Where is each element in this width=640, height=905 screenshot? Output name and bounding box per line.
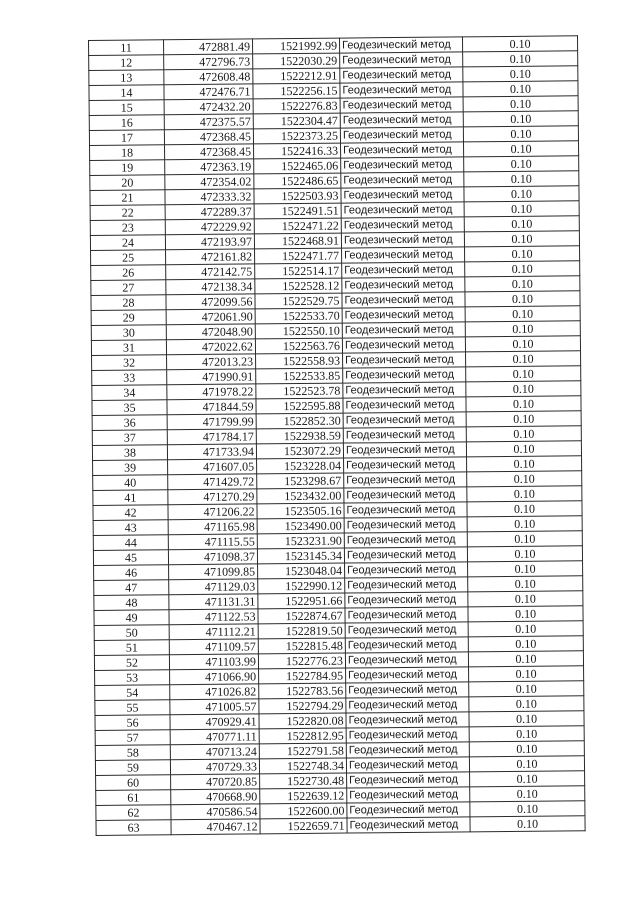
y-coordinate-cell: 1522533.85 — [256, 368, 343, 384]
accuracy-cell: 0.10 — [466, 426, 581, 442]
accuracy-cell: 0.10 — [467, 471, 582, 487]
method-cell: Геодезический метод — [340, 82, 463, 98]
x-coordinate-cell: 472796.73 — [164, 54, 253, 70]
point-number-cell: 49 — [94, 610, 169, 626]
method-cell: Геодезический метод — [340, 67, 463, 83]
y-coordinate-cell: 1523505.16 — [257, 503, 344, 519]
x-coordinate-cell: 471270.29 — [168, 489, 257, 505]
method-cell: Геодезический метод — [346, 667, 469, 683]
point-number-cell: 33 — [92, 370, 167, 386]
accuracy-cell: 0.10 — [467, 486, 582, 502]
x-coordinate-cell: 472048.90 — [166, 324, 255, 340]
x-coordinate-cell: 471129.03 — [169, 579, 258, 595]
point-number-cell: 23 — [90, 220, 165, 236]
point-number-cell: 63 — [96, 820, 171, 836]
point-number-cell: 14 — [89, 85, 164, 101]
x-coordinate-cell: 472476.71 — [164, 84, 253, 100]
y-coordinate-cell: 1522938.59 — [256, 428, 343, 444]
method-cell: Геодезический метод — [342, 247, 465, 263]
accuracy-cell: 0.10 — [466, 396, 581, 412]
coordinates-table — [88, 35, 586, 836]
point-number-cell: 18 — [90, 145, 165, 161]
accuracy-cell: 0.10 — [465, 291, 580, 307]
method-cell: Геодезический метод — [346, 757, 469, 773]
x-coordinate-cell: 472608.48 — [164, 69, 253, 85]
y-coordinate-cell: 1522874.67 — [258, 608, 345, 624]
method-cell: Геодезический метод — [347, 787, 470, 803]
point-number-cell: 55 — [95, 700, 170, 716]
method-cell: Геодезический метод — [343, 412, 466, 428]
method-cell: Геодезический метод — [347, 802, 470, 818]
y-coordinate-cell: 1523298.67 — [257, 473, 344, 489]
point-number-cell: 54 — [95, 685, 170, 701]
point-number-cell: 15 — [89, 100, 164, 116]
y-coordinate-cell: 1522465.06 — [254, 158, 341, 174]
y-coordinate-cell: 1523228.04 — [257, 458, 344, 474]
method-cell: Геодезический метод — [345, 562, 468, 578]
method-cell: Геодезический метод — [344, 487, 467, 503]
accuracy-cell: 0.10 — [467, 501, 582, 517]
method-cell: Геодезический метод — [341, 157, 464, 173]
point-number-cell: 29 — [91, 310, 166, 326]
accuracy-cell: 0.10 — [468, 621, 583, 637]
point-number-cell: 26 — [91, 265, 166, 281]
accuracy-cell: 0.10 — [464, 231, 579, 247]
accuracy-cell: 0.10 — [466, 366, 581, 382]
x-coordinate-cell: 471607.05 — [168, 459, 257, 475]
x-coordinate-cell: 470729.33 — [170, 759, 259, 775]
accuracy-cell: 0.10 — [465, 321, 580, 337]
point-number-cell: 53 — [95, 670, 170, 686]
x-coordinate-cell: 472138.34 — [166, 279, 255, 295]
y-coordinate-cell: 1522820.08 — [259, 713, 346, 729]
y-coordinate-cell: 1522491.51 — [254, 203, 341, 219]
accuracy-cell: 0.10 — [468, 636, 583, 652]
method-cell: Геодезический метод — [347, 817, 470, 833]
method-cell: Геодезический метод — [343, 397, 466, 413]
point-number-cell: 20 — [90, 175, 165, 191]
method-cell: Геодезический метод — [340, 52, 463, 68]
accuracy-cell: 0.10 — [467, 546, 582, 562]
accuracy-cell: 0.10 — [466, 411, 581, 427]
x-coordinate-cell: 472375.57 — [164, 114, 253, 130]
method-cell: Геодезический метод — [344, 517, 467, 533]
point-number-cell: 30 — [91, 325, 166, 341]
y-coordinate-cell: 1522730.48 — [260, 773, 347, 789]
accuracy-cell: 0.10 — [468, 576, 583, 592]
method-cell: Геодезический метод — [345, 622, 468, 638]
y-coordinate-cell: 1522990.12 — [258, 578, 345, 594]
y-coordinate-cell: 1522373.25 — [253, 128, 340, 144]
point-number-cell: 62 — [96, 805, 171, 821]
x-coordinate-cell: 470713.24 — [170, 744, 259, 760]
accuracy-cell: 0.10 — [469, 681, 584, 697]
method-cell: Геодезический метод — [341, 187, 464, 203]
method-cell: Геодезический метод — [344, 502, 467, 518]
x-coordinate-cell: 472013.23 — [167, 354, 256, 370]
x-coordinate-cell: 472229.92 — [165, 219, 254, 235]
method-cell: Геодезический метод — [346, 727, 469, 743]
accuracy-cell: 0.10 — [469, 666, 584, 682]
y-coordinate-cell: 1522523.78 — [256, 383, 343, 399]
method-cell: Геодезический метод — [343, 367, 466, 383]
y-coordinate-cell: 1522514.17 — [255, 263, 342, 279]
x-coordinate-cell: 471165.98 — [168, 519, 257, 535]
x-coordinate-cell: 472432.20 — [164, 99, 253, 115]
x-coordinate-cell: 472099.56 — [166, 294, 255, 310]
accuracy-cell: 0.10 — [469, 711, 584, 727]
point-number-cell: 36 — [92, 415, 167, 431]
point-number-cell: 37 — [92, 430, 167, 446]
x-coordinate-cell: 471122.53 — [169, 609, 258, 625]
method-cell: Геодезический метод — [342, 262, 465, 278]
point-number-cell: 16 — [89, 115, 164, 131]
y-coordinate-cell: 1522558.93 — [256, 353, 343, 369]
accuracy-cell: 0.10 — [470, 816, 585, 832]
y-coordinate-cell: 1522304.47 — [253, 113, 340, 129]
method-cell: Геодезический метод — [341, 232, 464, 248]
y-coordinate-cell: 1522030.29 — [253, 53, 340, 69]
point-number-cell: 25 — [91, 250, 166, 266]
point-number-cell: 11 — [89, 40, 164, 56]
accuracy-cell: 0.10 — [464, 186, 579, 202]
accuracy-cell: 0.10 — [468, 651, 583, 667]
point-number-cell: 28 — [91, 295, 166, 311]
point-number-cell: 44 — [93, 535, 168, 551]
point-number-cell: 38 — [92, 445, 167, 461]
y-coordinate-cell: 1523432.00 — [257, 488, 344, 504]
y-coordinate-cell: 1522471.77 — [255, 248, 342, 264]
accuracy-cell: 0.10 — [462, 36, 577, 52]
y-coordinate-cell: 1522528.12 — [255, 278, 342, 294]
point-number-cell: 61 — [96, 790, 171, 806]
x-coordinate-cell: 472061.90 — [166, 309, 255, 325]
accuracy-cell: 0.10 — [466, 351, 581, 367]
point-number-cell: 21 — [90, 190, 165, 206]
y-coordinate-cell: 1522486.65 — [254, 173, 341, 189]
x-coordinate-cell: 470467.12 — [171, 819, 260, 835]
accuracy-cell: 0.10 — [465, 261, 580, 277]
x-coordinate-cell: 471098.37 — [168, 549, 257, 565]
method-cell: Геодезический метод — [343, 352, 466, 368]
point-number-cell: 24 — [90, 235, 165, 251]
method-cell: Геодезический метод — [342, 277, 465, 293]
method-cell: Геодезический метод — [340, 97, 463, 113]
point-number-cell: 34 — [92, 385, 167, 401]
method-cell: Геодезический метод — [345, 577, 468, 593]
x-coordinate-cell: 471844.59 — [167, 399, 256, 415]
point-number-cell: 50 — [94, 625, 169, 641]
method-cell: Геодезический метод — [343, 427, 466, 443]
accuracy-cell: 0.10 — [469, 741, 584, 757]
x-coordinate-cell: 471026.82 — [170, 684, 259, 700]
point-number-cell: 45 — [93, 550, 168, 566]
point-number-cell: 32 — [92, 355, 167, 371]
point-number-cell: 12 — [89, 55, 164, 71]
point-number-cell: 35 — [92, 400, 167, 416]
method-cell: Геодезический метод — [340, 127, 463, 143]
y-coordinate-cell: 1522783.56 — [259, 683, 346, 699]
y-coordinate-cell: 1522794.29 — [259, 698, 346, 714]
method-cell: Геодезический метод — [344, 532, 467, 548]
x-coordinate-cell: 472289.37 — [165, 204, 254, 220]
point-number-cell: 42 — [93, 505, 168, 521]
method-cell: Геодезический метод — [343, 442, 466, 458]
accuracy-cell: 0.10 — [467, 531, 582, 547]
method-cell: Геодезический метод — [340, 112, 463, 128]
y-coordinate-cell: 1523231.90 — [257, 533, 344, 549]
accuracy-cell: 0.10 — [469, 726, 584, 742]
accuracy-cell: 0.10 — [463, 96, 578, 112]
y-coordinate-cell: 1522852.30 — [256, 413, 343, 429]
method-cell: Геодезический метод — [341, 172, 464, 188]
point-number-cell: 41 — [93, 490, 168, 506]
method-cell: Геодезический метод — [346, 742, 469, 758]
y-coordinate-cell: 1523490.00 — [257, 518, 344, 534]
accuracy-cell: 0.10 — [463, 111, 578, 127]
x-coordinate-cell: 471733.94 — [167, 444, 256, 460]
method-cell: Геодезический метод — [345, 652, 468, 668]
method-cell: Геодезический метод — [344, 457, 467, 473]
y-coordinate-cell: 1522468.91 — [254, 233, 341, 249]
method-cell: Геодезический метод — [341, 217, 464, 233]
y-coordinate-cell: 1522639.12 — [260, 788, 347, 804]
accuracy-cell: 0.10 — [465, 276, 580, 292]
method-cell: Геодезический метод — [342, 337, 465, 353]
method-cell: Геодезический метод — [343, 382, 466, 398]
point-number-cell: 19 — [90, 160, 165, 176]
accuracy-cell: 0.10 — [469, 696, 584, 712]
point-number-cell: 58 — [95, 745, 170, 761]
accuracy-cell: 0.10 — [463, 81, 578, 97]
accuracy-cell: 0.10 — [468, 606, 583, 622]
method-cell: Геодезический метод — [344, 472, 467, 488]
method-cell: Геодезический метод — [344, 547, 467, 563]
accuracy-cell: 0.10 — [468, 561, 583, 577]
y-coordinate-cell: 1522812.95 — [259, 728, 346, 744]
y-coordinate-cell: 1523048.04 — [258, 563, 345, 579]
y-coordinate-cell: 1522563.76 — [255, 338, 342, 354]
accuracy-cell: 0.10 — [464, 216, 579, 232]
y-coordinate-cell: 1522212.91 — [253, 68, 340, 84]
point-number-cell: 56 — [95, 715, 170, 731]
point-number-cell: 39 — [93, 460, 168, 476]
point-number-cell: 59 — [95, 760, 170, 776]
accuracy-cell: 0.10 — [466, 441, 581, 457]
x-coordinate-cell: 472354.02 — [165, 174, 254, 190]
x-coordinate-cell: 472368.45 — [164, 129, 253, 145]
accuracy-cell: 0.10 — [463, 141, 578, 157]
x-coordinate-cell: 471103.99 — [169, 654, 258, 670]
accuracy-cell: 0.10 — [464, 171, 579, 187]
x-coordinate-cell: 472333.32 — [165, 189, 254, 205]
accuracy-cell: 0.10 — [467, 456, 582, 472]
accuracy-cell: 0.10 — [466, 381, 581, 397]
point-number-cell: 31 — [91, 340, 166, 356]
y-coordinate-cell: 1522550.10 — [255, 323, 342, 339]
y-coordinate-cell: 1522815.48 — [258, 638, 345, 654]
accuracy-cell: 0.10 — [470, 771, 585, 787]
point-number-cell: 13 — [89, 70, 164, 86]
accuracy-cell: 0.10 — [463, 66, 578, 82]
y-coordinate-cell: 1522503.93 — [254, 188, 341, 204]
method-cell: Геодезический метод — [342, 307, 465, 323]
y-coordinate-cell: 1523145.34 — [257, 548, 344, 564]
y-coordinate-cell: 1522600.00 — [260, 803, 347, 819]
method-cell: Геодезический метод — [342, 292, 465, 308]
accuracy-cell: 0.10 — [465, 246, 580, 262]
point-number-cell: 57 — [95, 730, 170, 746]
accuracy-cell: 0.10 — [463, 126, 578, 142]
point-number-cell: 40 — [93, 475, 168, 491]
y-coordinate-cell: 1521992.99 — [252, 38, 339, 54]
point-number-cell: 17 — [89, 130, 164, 146]
y-coordinate-cell: 1522595.88 — [256, 398, 343, 414]
y-coordinate-cell: 1522276.83 — [253, 98, 340, 114]
y-coordinate-cell: 1522533.70 — [255, 308, 342, 324]
x-coordinate-cell: 472161.82 — [166, 249, 255, 265]
method-cell: Геодезический метод — [346, 697, 469, 713]
x-coordinate-cell: 472022.62 — [166, 339, 255, 355]
accuracy-cell: 0.10 — [470, 801, 585, 817]
x-coordinate-cell: 471112.21 — [169, 624, 258, 640]
point-number-cell: 46 — [94, 565, 169, 581]
y-coordinate-cell: 1522529.75 — [255, 293, 342, 309]
x-coordinate-cell: 470929.41 — [170, 714, 259, 730]
y-coordinate-cell: 1522471.22 — [254, 218, 341, 234]
point-number-cell: 60 — [96, 775, 171, 791]
accuracy-cell: 0.10 — [465, 336, 580, 352]
point-number-cell: 47 — [94, 580, 169, 596]
x-coordinate-cell: 472368.45 — [165, 144, 254, 160]
x-coordinate-cell: 471109.57 — [169, 639, 258, 655]
y-coordinate-cell: 1522659.71 — [260, 818, 347, 834]
x-coordinate-cell: 471784.17 — [167, 429, 256, 445]
point-number-cell: 48 — [94, 595, 169, 611]
x-coordinate-cell: 472881.49 — [164, 39, 253, 55]
accuracy-cell: 0.10 — [464, 156, 579, 172]
x-coordinate-cell: 470720.85 — [171, 774, 260, 790]
x-coordinate-cell: 471429.72 — [168, 474, 257, 490]
x-coordinate-cell: 471990.91 — [167, 369, 256, 385]
y-coordinate-cell: 1522791.58 — [259, 743, 346, 759]
x-coordinate-cell: 471206.22 — [168, 504, 257, 520]
x-coordinate-cell: 472193.97 — [165, 234, 254, 250]
method-cell: Геодезический метод — [346, 712, 469, 728]
y-coordinate-cell: 1523072.29 — [256, 443, 343, 459]
x-coordinate-cell: 472142.75 — [166, 264, 255, 280]
method-cell: Геодезический метод — [341, 202, 464, 218]
method-cell: Геодезический метод — [342, 322, 465, 338]
x-coordinate-cell: 471799.99 — [167, 414, 256, 430]
accuracy-cell: 0.10 — [470, 786, 585, 802]
method-cell: Геодезический метод — [341, 142, 464, 158]
y-coordinate-cell: 1522784.95 — [259, 668, 346, 684]
y-coordinate-cell: 1522776.23 — [258, 653, 345, 669]
accuracy-cell: 0.10 — [464, 201, 579, 217]
accuracy-cell: 0.10 — [465, 306, 580, 322]
accuracy-cell: 0.10 — [469, 756, 584, 772]
x-coordinate-cell: 471099.85 — [169, 564, 258, 580]
method-cell: Геодезический метод — [339, 37, 462, 53]
method-cell: Геодезический метод — [347, 772, 470, 788]
y-coordinate-cell: 1522256.15 — [253, 83, 340, 99]
x-coordinate-cell: 470771.11 — [170, 729, 259, 745]
x-coordinate-cell: 471978.22 — [167, 384, 256, 400]
point-number-cell: 51 — [94, 640, 169, 656]
y-coordinate-cell: 1522819.50 — [258, 623, 345, 639]
point-number-cell: 43 — [93, 520, 168, 536]
accuracy-cell: 0.10 — [463, 51, 578, 67]
x-coordinate-cell: 470586.54 — [171, 804, 260, 820]
y-coordinate-cell: 1522416.33 — [254, 143, 341, 159]
accuracy-cell: 0.10 — [467, 516, 582, 532]
x-coordinate-cell: 471005.57 — [170, 699, 259, 715]
accuracy-cell: 0.10 — [468, 591, 583, 607]
x-coordinate-cell: 471066.90 — [170, 669, 259, 685]
coordinates-table-body — [89, 36, 586, 836]
x-coordinate-cell: 472363.19 — [165, 159, 254, 175]
method-cell: Геодезический метод — [345, 592, 468, 608]
point-number-cell: 22 — [90, 205, 165, 221]
point-number-cell: 27 — [91, 280, 166, 296]
x-coordinate-cell: 471131.31 — [169, 594, 258, 610]
x-coordinate-cell: 470668.90 — [171, 789, 260, 805]
method-cell: Геодезический метод — [346, 682, 469, 698]
y-coordinate-cell: 1522951.66 — [258, 593, 345, 609]
x-coordinate-cell: 471115.55 — [168, 534, 257, 550]
method-cell: Геодезический метод — [345, 637, 468, 653]
method-cell: Геодезический метод — [345, 607, 468, 623]
y-coordinate-cell: 1522748.34 — [259, 758, 346, 774]
point-number-cell: 52 — [94, 655, 169, 671]
